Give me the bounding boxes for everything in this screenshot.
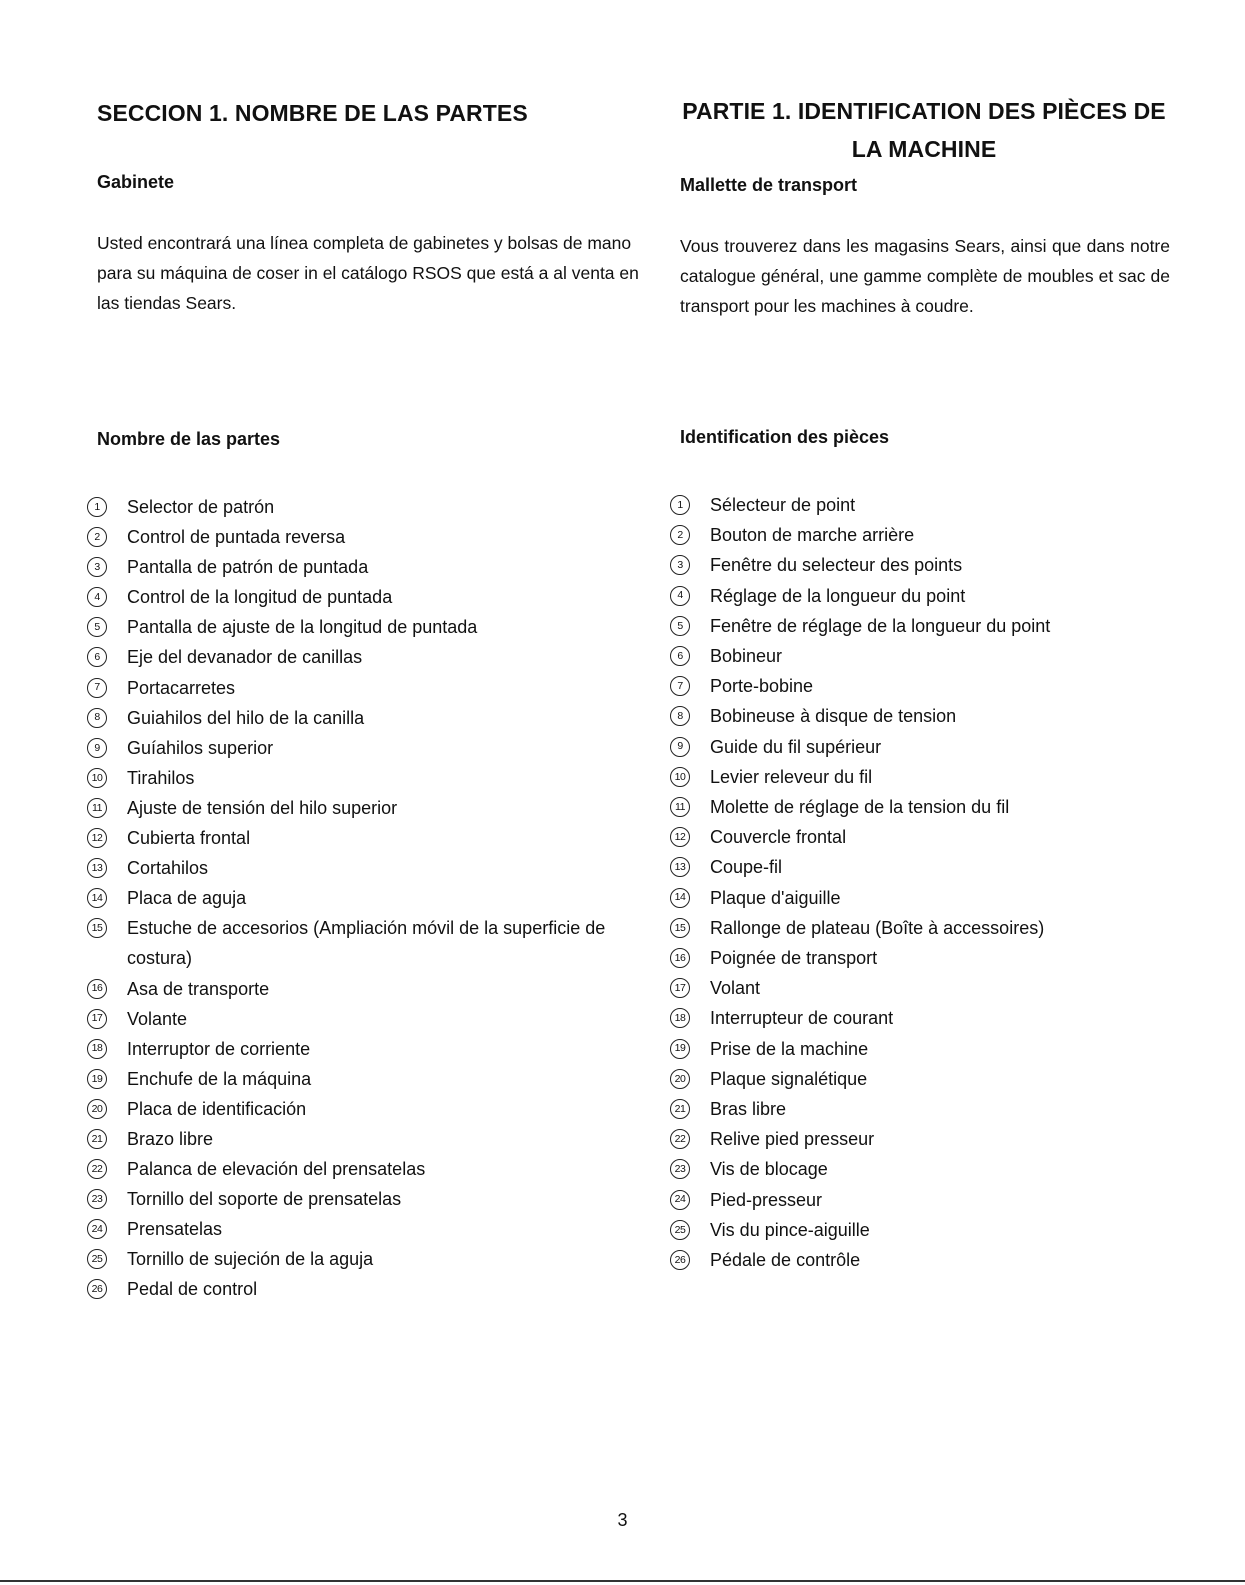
item-number-badge bbox=[670, 1094, 710, 1124]
section-title-fr: PARTIE 1. IDENTIFICATION DES PIÈCES DE LA MACHINE bbox=[682, 98, 1166, 162]
item-number-badge bbox=[670, 1245, 710, 1275]
item-number-badge bbox=[87, 582, 127, 612]
part-label: Pantalla de patrón de puntada bbox=[127, 557, 369, 578]
part-label: Plaque d'aiguille bbox=[710, 887, 841, 908]
circled-number: 18 bbox=[670, 1008, 690, 1028]
circled-number: 25 bbox=[87, 1249, 107, 1269]
circled-number: 11 bbox=[87, 798, 107, 818]
part-label: Volant bbox=[710, 978, 761, 999]
item-number-badge bbox=[87, 883, 127, 913]
circled-number: 4 bbox=[87, 587, 107, 607]
item-number-badge bbox=[670, 1185, 710, 1215]
circled-number: 4 bbox=[670, 586, 690, 606]
item-number-badge bbox=[87, 913, 127, 943]
part-label: Bobineuse à disque de tension bbox=[710, 706, 957, 727]
part-label: Fenêtre du selecteur des points bbox=[710, 555, 963, 576]
list-item bbox=[670, 520, 1170, 550]
part-label: Enchufe de la máquina bbox=[127, 1068, 312, 1089]
item-number-badge bbox=[670, 822, 710, 852]
item-number-badge bbox=[670, 671, 710, 701]
part-label: Eje del devanador de canillas bbox=[127, 647, 363, 668]
list-item bbox=[87, 763, 647, 793]
circled-number: 18 bbox=[87, 1039, 107, 1059]
item-number-badge bbox=[670, 852, 710, 882]
item-number-badge bbox=[87, 673, 127, 703]
item-number-badge bbox=[87, 522, 127, 552]
item-number-badge bbox=[670, 1064, 710, 1094]
circled-number: 22 bbox=[670, 1129, 690, 1149]
item-number-badge bbox=[87, 1214, 127, 1244]
list-item bbox=[87, 612, 647, 642]
item-number-badge bbox=[87, 1124, 127, 1154]
item-number-badge bbox=[670, 913, 710, 943]
circled-number: 1 bbox=[670, 495, 690, 515]
part-label: Estuche de accesorios (Ampliación móvil de la superficie de costura) bbox=[127, 918, 606, 969]
part-label: Tornillo del soporte de prensatelas bbox=[127, 1189, 402, 1210]
item-number-badge bbox=[87, 1034, 127, 1064]
part-label: Levier releveur du fil bbox=[710, 766, 873, 787]
circled-number: 5 bbox=[87, 617, 107, 637]
item-number-badge bbox=[670, 973, 710, 1003]
circled-number: 15 bbox=[670, 918, 690, 938]
item-number-badge bbox=[87, 703, 127, 733]
list-item bbox=[87, 1244, 647, 1274]
cabinet-text-es: Usted encontrará una línea completa de gabinetes y bolsas de mano para su máquina de coser in el catálogo RSOS que está a al venta en las tiendas Sears. bbox=[97, 233, 639, 313]
part-label: Cubierta frontal bbox=[127, 828, 251, 849]
circled-number: 14 bbox=[87, 888, 107, 908]
part-label: Volante bbox=[127, 1008, 188, 1029]
part-label: Cortahilos bbox=[127, 858, 209, 879]
part-label: Pantalla de ajuste de la longitud de puntada bbox=[127, 617, 478, 638]
list-item bbox=[87, 1184, 647, 1214]
section-title-es: SECCION 1. NOMBRE DE LAS PARTES bbox=[97, 100, 528, 126]
circled-number: 21 bbox=[670, 1099, 690, 1119]
item-number-badge bbox=[87, 974, 127, 1004]
item-number-badge bbox=[87, 1064, 127, 1094]
circled-number: 7 bbox=[87, 678, 107, 698]
circled-number: 17 bbox=[670, 978, 690, 998]
item-number-badge bbox=[670, 701, 710, 731]
list-item bbox=[670, 641, 1170, 671]
circled-number: 21 bbox=[87, 1129, 107, 1149]
part-label: Vis du pince-aiguille bbox=[710, 1219, 870, 1240]
part-label: Pedal de control bbox=[127, 1279, 258, 1300]
item-number-badge bbox=[670, 883, 710, 913]
list-item bbox=[87, 913, 647, 973]
part-label: Interruptor de corriente bbox=[127, 1038, 311, 1059]
item-number-badge bbox=[87, 612, 127, 642]
list-item bbox=[670, 852, 1170, 882]
list-item bbox=[670, 1094, 1170, 1124]
circled-number: 9 bbox=[670, 737, 690, 757]
circled-number: 13 bbox=[670, 857, 690, 877]
list-item bbox=[87, 1274, 647, 1304]
list-item bbox=[670, 1064, 1170, 1094]
item-number-badge bbox=[87, 1094, 127, 1124]
circled-number: 1 bbox=[87, 497, 107, 517]
circled-number: 23 bbox=[670, 1159, 690, 1179]
part-label: Control de puntada reversa bbox=[127, 527, 346, 548]
parts-list-fr bbox=[670, 490, 1170, 1275]
item-number-badge bbox=[87, 552, 127, 582]
part-label: Relive pied presseur bbox=[710, 1129, 875, 1150]
cabinet-text-fr: Vous trouverez dans les magasins Sears, ainsi que dans notre catalogue général, une gamme complète de moubles et sac de transport pour les machines à coudre. bbox=[680, 236, 1170, 316]
part-label: Pied-presseur bbox=[710, 1189, 823, 1210]
circled-number: 16 bbox=[87, 979, 107, 999]
list-item bbox=[670, 1124, 1170, 1154]
list-item bbox=[670, 671, 1170, 701]
circled-number: 13 bbox=[87, 858, 107, 878]
circled-number: 3 bbox=[670, 555, 690, 575]
circled-number: 19 bbox=[87, 1069, 107, 1089]
part-label: Fenêtre de réglage de la longueur du point bbox=[710, 615, 1051, 636]
circled-number: 24 bbox=[87, 1219, 107, 1239]
part-label: Poignée de transport bbox=[710, 948, 878, 969]
list-item bbox=[87, 733, 647, 763]
item-number-badge bbox=[670, 1034, 710, 1064]
circled-number: 6 bbox=[670, 646, 690, 666]
list-item bbox=[670, 883, 1170, 913]
parts-heading-fr: Identification des pièces bbox=[680, 427, 890, 447]
item-number-badge bbox=[670, 732, 710, 762]
circled-number: 6 bbox=[87, 647, 107, 667]
item-number-badge bbox=[87, 642, 127, 672]
list-item bbox=[670, 973, 1170, 1003]
item-number-badge bbox=[670, 762, 710, 792]
list-item bbox=[670, 822, 1170, 852]
part-label: Control de la longitud de puntada bbox=[127, 587, 393, 608]
list-item bbox=[87, 793, 647, 823]
cabinet-heading-es: Gabinete bbox=[97, 172, 175, 192]
item-number-badge bbox=[87, 1244, 127, 1274]
item-number-badge bbox=[87, 853, 127, 883]
item-number-badge bbox=[670, 641, 710, 671]
circled-number: 20 bbox=[670, 1069, 690, 1089]
list-item bbox=[87, 1094, 647, 1124]
list-item bbox=[87, 1064, 647, 1094]
part-label: Bras libre bbox=[710, 1099, 787, 1120]
list-item bbox=[670, 792, 1170, 822]
list-item bbox=[87, 703, 647, 733]
part-label: Bouton de marche arrière bbox=[710, 525, 915, 546]
list-item bbox=[87, 974, 647, 1004]
item-number-badge bbox=[87, 793, 127, 823]
part-label: Réglage de la longueur du point bbox=[710, 585, 966, 606]
circled-number: 2 bbox=[670, 525, 690, 545]
page-number: 3 bbox=[617, 1510, 628, 1530]
part-label: Prise de la machine bbox=[710, 1038, 869, 1059]
item-number-badge bbox=[670, 520, 710, 550]
item-number-badge bbox=[87, 1274, 127, 1304]
part-label: Tornillo de sujeción de la aguja bbox=[127, 1249, 374, 1270]
list-item bbox=[670, 1154, 1170, 1184]
item-number-badge bbox=[87, 733, 127, 763]
list-item bbox=[670, 1185, 1170, 1215]
part-label: Guide du fil supérieur bbox=[710, 736, 882, 757]
part-label: Ajuste de tensión del hilo superior bbox=[127, 797, 398, 818]
circled-number: 19 bbox=[670, 1039, 690, 1059]
item-number-badge bbox=[670, 792, 710, 822]
part-label: Prensatelas bbox=[127, 1219, 223, 1240]
list-item bbox=[670, 701, 1170, 731]
item-number-badge bbox=[87, 823, 127, 853]
circled-number: 15 bbox=[87, 918, 107, 938]
part-label: Rallonge de plateau (Boîte à accessoires) bbox=[710, 917, 1045, 938]
list-item bbox=[87, 883, 647, 913]
part-label: Couvercle frontal bbox=[710, 827, 847, 848]
list-item bbox=[670, 1034, 1170, 1064]
circled-number: 8 bbox=[670, 706, 690, 726]
part-label: Placa de aguja bbox=[127, 888, 247, 909]
part-label: Brazo libre bbox=[127, 1128, 214, 1149]
item-number-badge bbox=[87, 1004, 127, 1034]
list-item bbox=[670, 490, 1170, 520]
part-label: Asa de transporte bbox=[127, 978, 270, 999]
item-number-badge bbox=[87, 763, 127, 793]
part-label: Tirahilos bbox=[127, 767, 195, 788]
part-label: Pédale de contrôle bbox=[710, 1250, 861, 1271]
list-item bbox=[670, 913, 1170, 943]
part-label: Vis de blocage bbox=[710, 1159, 828, 1180]
list-item bbox=[87, 582, 647, 612]
circled-number: 5 bbox=[670, 616, 690, 636]
part-label: Porte-bobine bbox=[710, 676, 814, 697]
list-item bbox=[87, 642, 647, 672]
list-item bbox=[670, 943, 1170, 973]
circled-number: 11 bbox=[670, 797, 690, 817]
circled-number: 8 bbox=[87, 708, 107, 728]
list-item bbox=[670, 611, 1170, 641]
list-item bbox=[670, 581, 1170, 611]
circled-number: 23 bbox=[87, 1189, 107, 1209]
list-item bbox=[87, 1214, 647, 1244]
list-item bbox=[670, 1215, 1170, 1245]
list-item bbox=[87, 1124, 647, 1154]
list-item bbox=[87, 492, 647, 522]
item-number-badge bbox=[87, 1154, 127, 1184]
circled-number: 7 bbox=[670, 676, 690, 696]
item-number-badge bbox=[670, 1124, 710, 1154]
item-number-badge bbox=[670, 1154, 710, 1184]
list-item bbox=[87, 853, 647, 883]
list-item bbox=[670, 762, 1170, 792]
circled-number: 22 bbox=[87, 1159, 107, 1179]
circled-number: 9 bbox=[87, 738, 107, 758]
circled-number: 25 bbox=[670, 1220, 690, 1240]
parts-list-es bbox=[87, 492, 647, 1305]
circled-number: 26 bbox=[670, 1250, 690, 1270]
circled-number: 24 bbox=[670, 1190, 690, 1210]
part-label: Selector de patrón bbox=[127, 497, 275, 517]
part-label: Palanca de elevación del prensatelas bbox=[127, 1159, 426, 1180]
part-label: Portacarretes bbox=[127, 677, 236, 698]
circled-number: 2 bbox=[87, 527, 107, 547]
circled-number: 12 bbox=[670, 827, 690, 847]
part-label: Molette de réglage de la tension du fil bbox=[710, 797, 1010, 818]
part-label: Placa de identificación bbox=[127, 1098, 307, 1119]
list-item bbox=[670, 550, 1170, 580]
item-number-badge bbox=[670, 581, 710, 611]
item-number-badge bbox=[87, 492, 127, 522]
list-item bbox=[87, 1004, 647, 1034]
part-label: Interrupteur de courant bbox=[710, 1008, 894, 1029]
item-number-badge bbox=[670, 1215, 710, 1245]
circled-number: 17 bbox=[87, 1009, 107, 1029]
list-item bbox=[670, 1245, 1170, 1275]
circled-number: 10 bbox=[670, 767, 690, 787]
list-item bbox=[87, 1154, 647, 1184]
list-item bbox=[670, 732, 1170, 762]
circled-number: 16 bbox=[670, 948, 690, 968]
part-label: Sélecteur de point bbox=[710, 495, 856, 515]
item-number-badge bbox=[670, 490, 710, 520]
part-label: Bobineur bbox=[710, 646, 783, 667]
item-number-badge bbox=[87, 1184, 127, 1214]
list-item bbox=[87, 522, 647, 552]
part-label: Guiahilos del hilo de la canilla bbox=[127, 707, 365, 728]
circled-number: 3 bbox=[87, 557, 107, 577]
item-number-badge bbox=[670, 943, 710, 973]
list-item bbox=[670, 1003, 1170, 1033]
parts-heading-es: Nombre de las partes bbox=[97, 429, 281, 449]
part-label: Coupe-fil bbox=[710, 857, 783, 878]
circled-number: 20 bbox=[87, 1099, 107, 1119]
list-item bbox=[87, 552, 647, 582]
circled-number: 26 bbox=[87, 1279, 107, 1299]
part-label: Plaque signalétique bbox=[710, 1068, 868, 1089]
list-item bbox=[87, 823, 647, 853]
cabinet-heading-fr: Mallette de transport bbox=[680, 175, 858, 195]
circled-number: 12 bbox=[87, 828, 107, 848]
circled-number: 14 bbox=[670, 888, 690, 908]
item-number-badge bbox=[670, 1003, 710, 1033]
list-item bbox=[87, 673, 647, 703]
item-number-badge bbox=[670, 611, 710, 641]
item-number-badge bbox=[670, 550, 710, 580]
circled-number: 10 bbox=[87, 768, 107, 788]
bottom-rule bbox=[0, 1580, 1245, 1582]
part-label: Guíahilos superior bbox=[127, 737, 274, 758]
list-item bbox=[87, 1034, 647, 1064]
